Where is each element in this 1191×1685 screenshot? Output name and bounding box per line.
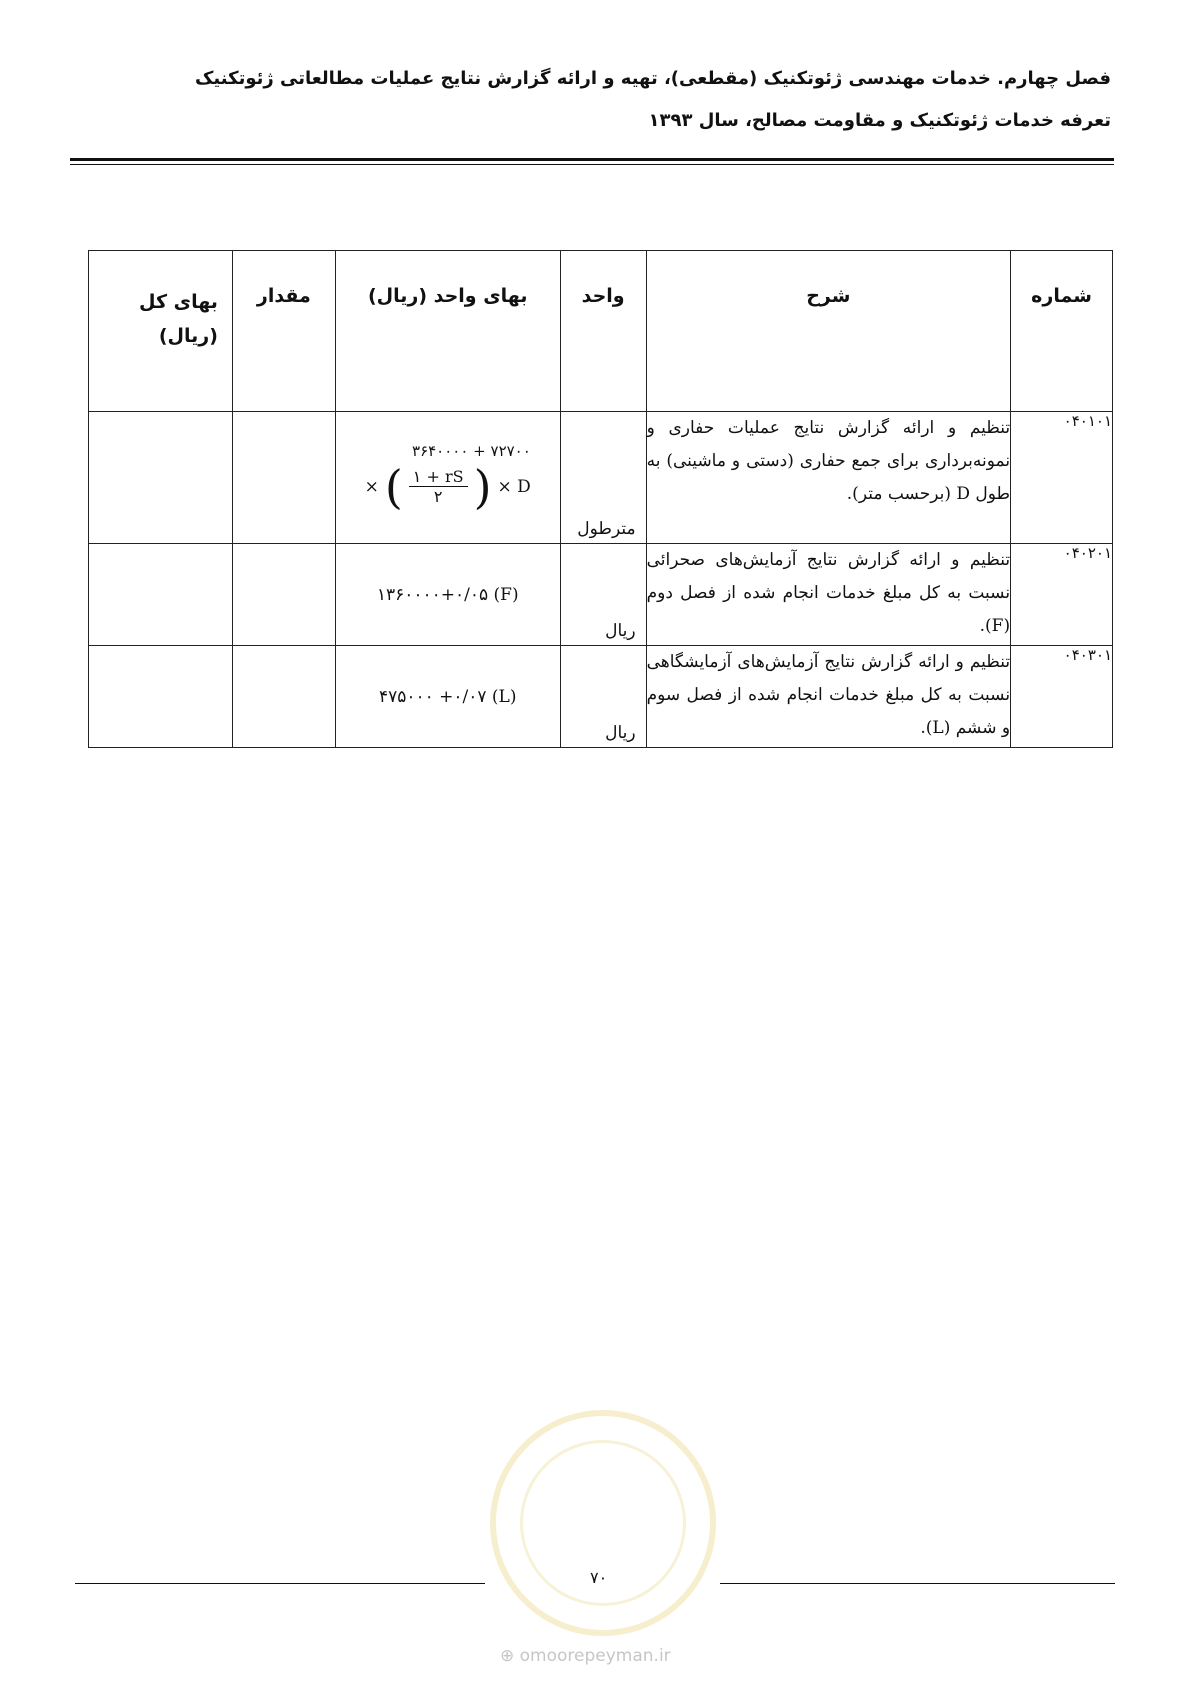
chapter-title: فصل چهارم. خدمات مهندسی ژئوتکنیک (مقطعی)، تهیه و ارائه گزارش نتایج عملیات مطالعاتی ژئوتکنیک	[194, 68, 1111, 89]
table-row	[89, 544, 1113, 646]
row-description: تنظیم و ارائه گزارش نتایج آزمایش‌های آزمایشگاهی نسبت به کل مبلغ خدمات انجام شده از فصل سوم و ششم (L).	[646, 646, 1011, 748]
formula-line1: ۳۶۴۰۰۰۰ + ۷۲۷۰۰	[412, 441, 531, 460]
row-total-price	[89, 646, 233, 748]
row-quantity	[232, 412, 335, 544]
right-paren: )	[473, 459, 492, 514]
header-description: شرح	[646, 251, 1011, 412]
formula-suffix: × D	[497, 476, 531, 497]
header-total-price-line2: (ریال)	[158, 325, 218, 347]
row-number: ۰۴۰۱۰۱	[1011, 412, 1113, 544]
row-quantity	[232, 646, 335, 748]
multiply-sign: ×	[364, 476, 379, 497]
header-number: شماره	[1011, 251, 1113, 412]
fraction-denominator: ۲	[433, 487, 443, 506]
header-rule-thin	[70, 164, 1114, 165]
header-quantity: مقدار	[232, 251, 335, 412]
page-header	[71, 58, 1111, 142]
table-header-row	[89, 251, 1113, 412]
price-formula	[365, 442, 531, 514]
row-description: تنظیم و ارائه گزارش نتایج عملیات حفاری و نمونه‌برداری برای جمع حفاری (دستی و ماشینی) به طول D (برحسب متر).	[646, 412, 1011, 544]
row-description: تنظیم و ارائه گزارش نتایج آزمایش‌های صحرائی نسبت به کل مبلغ خدمات انجام شده از فصل دوم (F).	[646, 544, 1011, 646]
row-total-price	[89, 412, 233, 544]
tariff-table	[88, 250, 1113, 748]
watermark-text: omoorepeyman.ir	[519, 1646, 671, 1666]
fraction	[409, 467, 468, 506]
row-unit-price	[335, 412, 560, 544]
row-unit: ریال	[560, 544, 646, 646]
header-total-price-line1: بهای کل	[139, 291, 218, 313]
tariff-title: تعرفه خدمات ژئوتکنیک و مقاومت مصالح، سال ۱۳۹۳	[648, 110, 1111, 131]
row-unit: ریال	[560, 646, 646, 748]
row-number: ۰۴۰۳۰۱	[1011, 646, 1113, 748]
watermark-url: ⊕ omoorepeyman.ir	[500, 1646, 671, 1666]
seal-logo	[490, 1410, 716, 1636]
header-total-price	[89, 251, 233, 412]
row-unit: مترطول	[560, 412, 646, 544]
row-number: ۰۴۰۲۰۱	[1011, 544, 1113, 646]
header-rule-thick	[70, 158, 1114, 161]
row-quantity	[232, 544, 335, 646]
header-unit: واحد	[560, 251, 646, 412]
row-unit-price: ۱۳۶۰۰۰۰+۰/۰۵ (F)	[335, 544, 560, 646]
fraction-numerator: ۱ + rS	[409, 467, 468, 487]
page-number: ۷۰	[590, 1568, 608, 1587]
header-unit-price: بهای واحد (ریال)	[335, 251, 560, 412]
formula-line2	[365, 460, 531, 514]
left-paren: (	[384, 459, 403, 514]
row-unit-price: ۴۷۵۰۰۰ +۰/۰۷ (L)	[335, 646, 560, 748]
table-row	[89, 412, 1113, 544]
footer-rule-left	[75, 1583, 485, 1584]
row-total-price	[89, 544, 233, 646]
table-row	[89, 646, 1113, 748]
footer-rule-right	[720, 1583, 1115, 1584]
